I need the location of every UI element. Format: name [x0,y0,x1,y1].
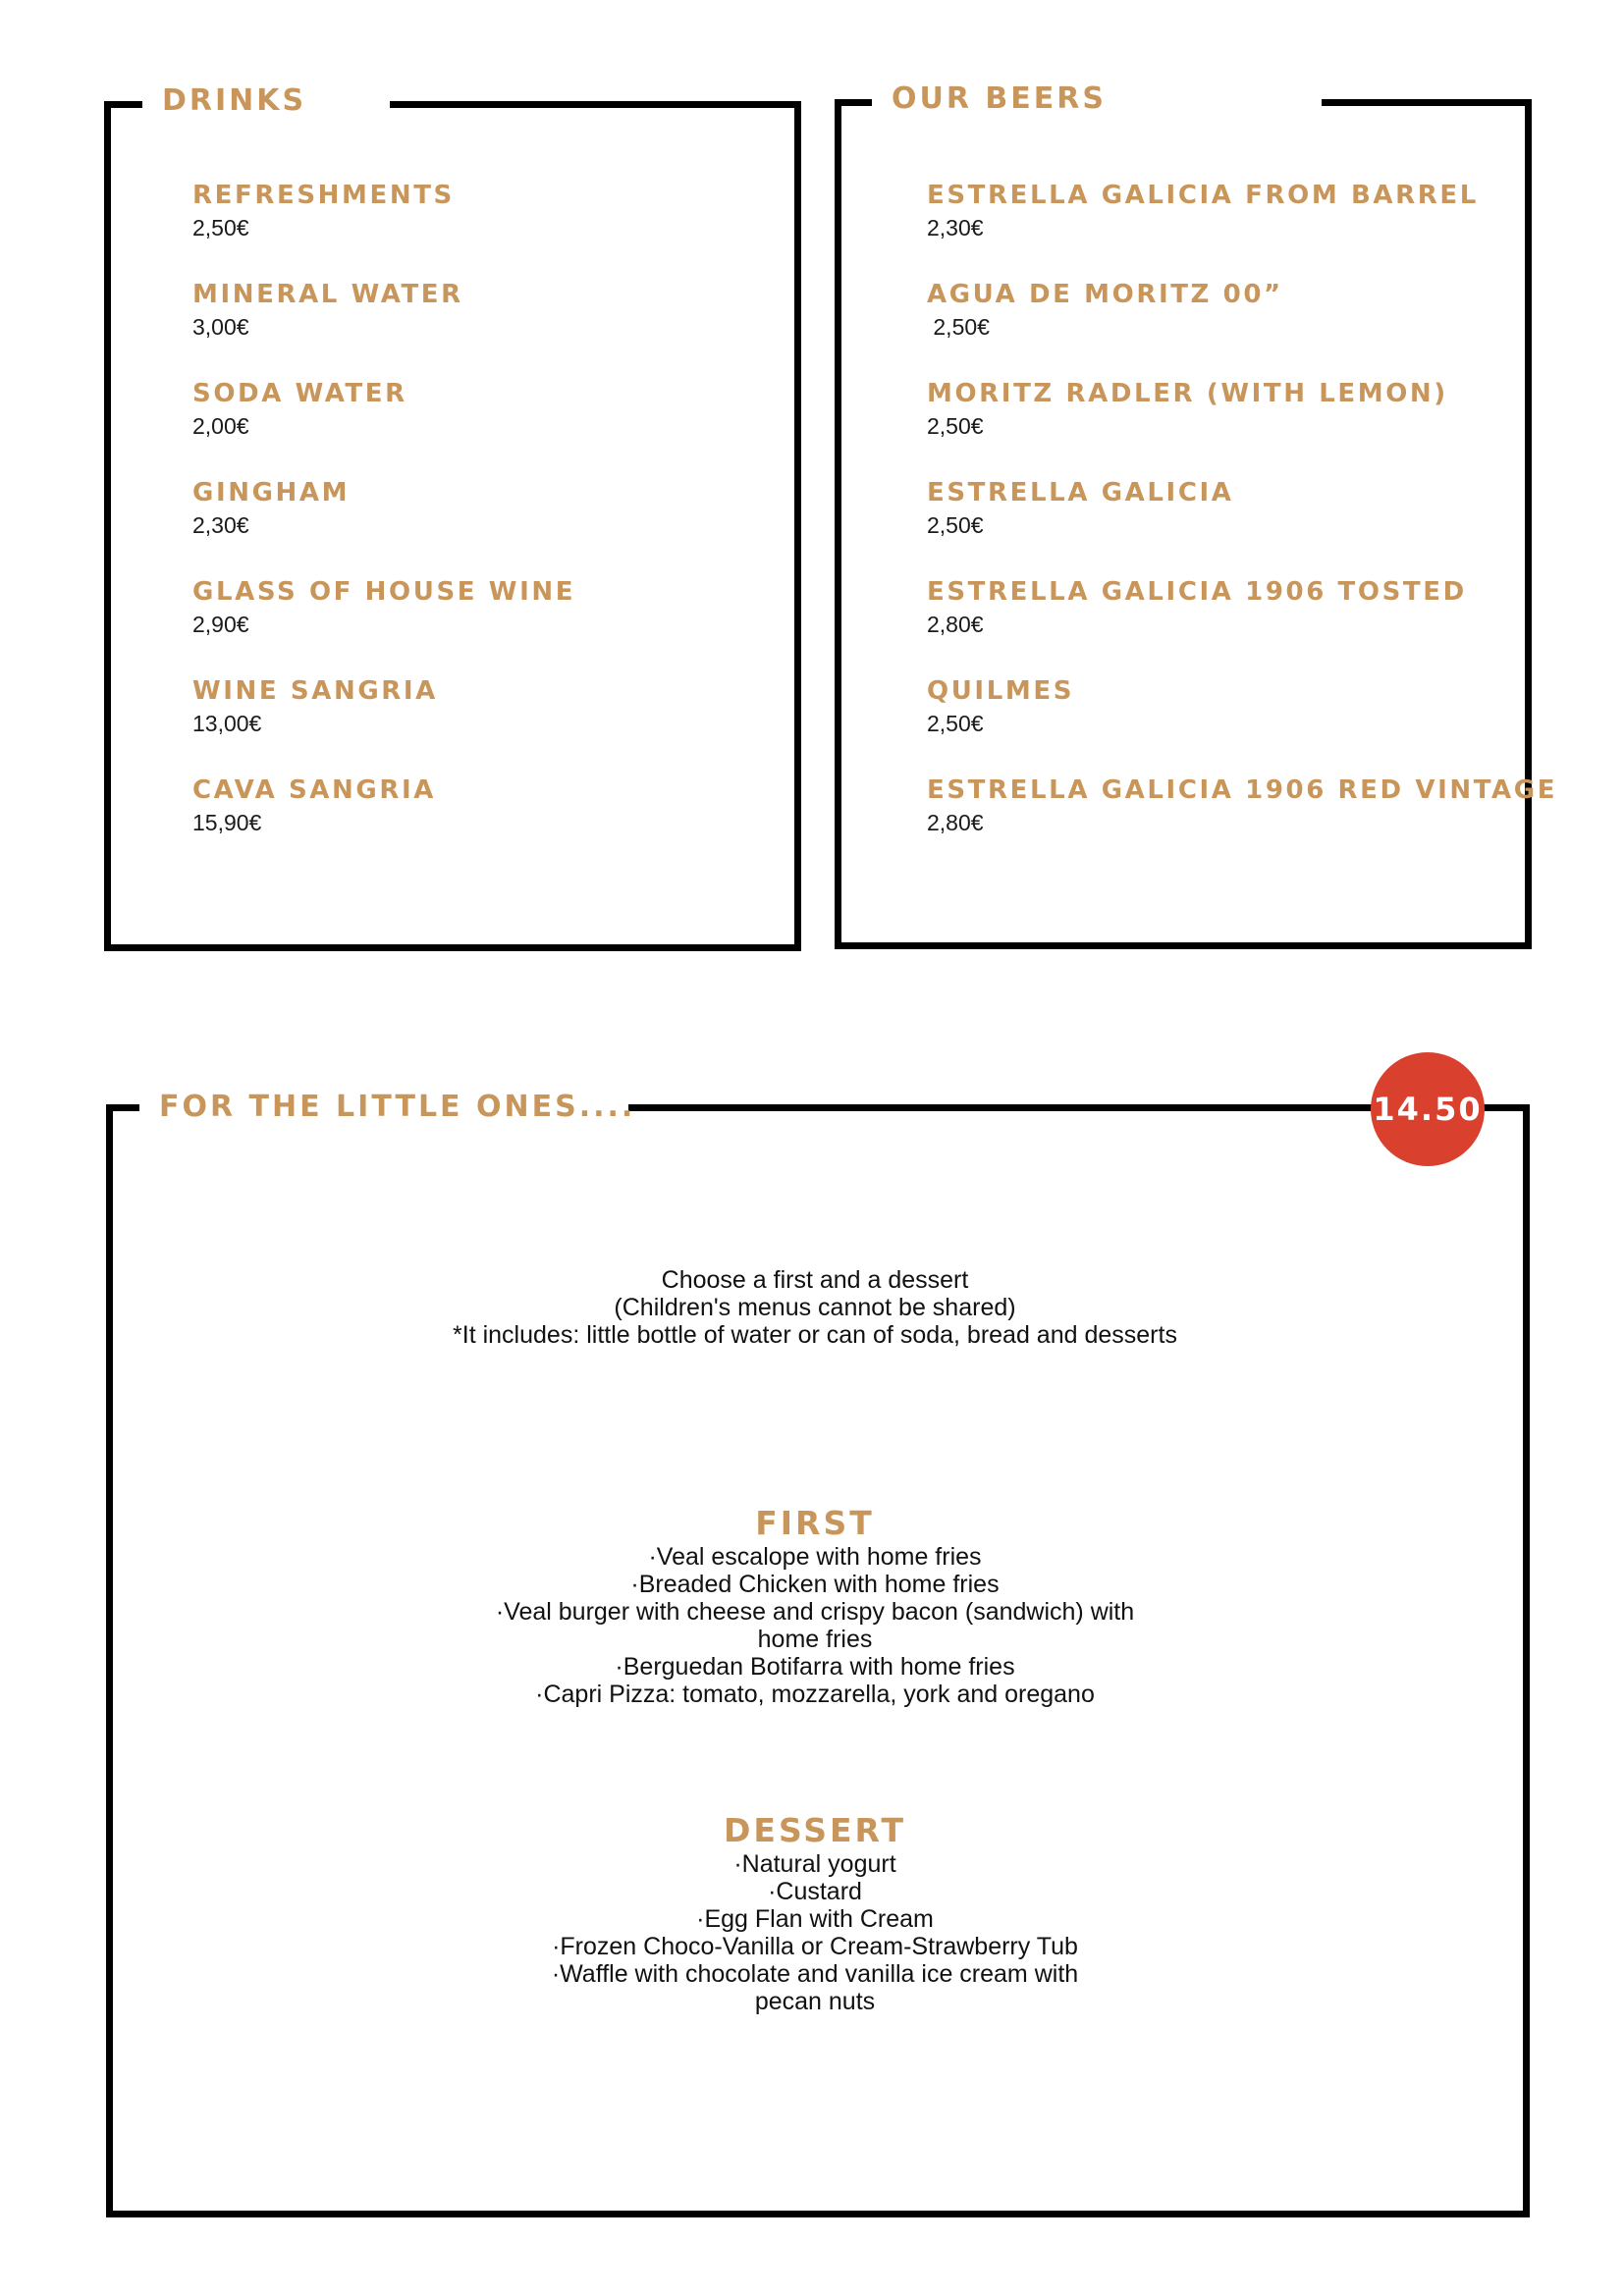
item-price: 13,00€ [192,711,262,736]
item-name: ESTRELLA GALICIA 1906 RED VINTAGE [927,775,1558,805]
menu-line: ·Breaded Chicken with home fries [630,1571,1000,1598]
first-course-section [324,1504,1306,1708]
item-price: 2,50€ [927,413,984,439]
item-name: QUILMES [927,676,1075,706]
item-price: 2,00€ [192,413,249,439]
list-item [192,477,350,541]
item-name: SODA WATER [192,379,407,408]
intro-line: Choose a first and a dessert [661,1266,969,1294]
item-price: 2,30€ [927,215,984,240]
item-name: CAVA SANGRIA [192,775,436,805]
list-item [927,675,1074,739]
price-badge: 14.50 [1371,1052,1485,1166]
item-price: 2,80€ [927,810,984,835]
drinks-title: DRINKS [142,81,390,121]
item-name: MINERAL WATER [192,280,463,309]
list-item [927,279,1283,343]
menu-line: ·Capri Pizza: tomato, mozzarella, york and oregano [535,1681,1095,1708]
item-price: 2,50€ [192,215,249,240]
item-name: GLASS OF HOUSE WINE [192,577,576,607]
list-item [192,675,438,739]
list-item [927,576,1467,640]
menu-line: ·Frozen Choco-Vanilla or Cream-Strawberry Tub [552,1933,1078,1960]
menu-line: ·Veal burger with cheese and crispy bacon (sandwich) with [495,1598,1135,1626]
intro-line: *It includes: little bottle of water or can of soda, bread and desserts [453,1321,1177,1349]
list-item [927,774,1557,838]
item-name: GINGHAM [192,478,351,507]
kids-menu-title: FOR THE LITTLE ONES.... [139,1088,628,1127]
intro-line: (Children's menus cannot be shared) [614,1294,1016,1321]
list-item [192,180,455,243]
item-name: ESTRELLA GALICIA [927,478,1234,507]
list-item [927,378,1448,442]
item-name: AGUA DE MORITZ 00” [927,280,1283,309]
menu-line: ·Egg Flan with Cream [696,1905,934,1933]
item-price: 2,80€ [927,612,984,637]
list-item [192,279,463,343]
item-name: ESTRELLA GALICIA 1906 TOSTED [927,577,1467,607]
beers-title: OUR BEERS [872,80,1322,119]
item-price: 2,90€ [192,612,249,637]
menu-line: ·Berguedan Botifarra with home fries [615,1653,1015,1681]
kids-menu-intro [324,1266,1306,1349]
menu-line: pecan nuts [754,1988,876,2015]
item-name: ESTRELLA GALICIA FROM BARREL [927,181,1479,210]
dessert-heading: DESSERT [724,1811,906,1849]
list-item [927,477,1234,541]
item-price: 15,90€ [192,810,262,835]
first-course-heading: FIRST [755,1504,875,1542]
item-price: 2,50€ [927,512,984,538]
item-price: 2,30€ [192,512,249,538]
list-item [192,378,407,442]
list-item [927,180,1479,243]
list-item [192,576,575,640]
dessert-section [324,1811,1306,2015]
item-price: 2,50€ [927,711,984,736]
item-name: MORITZ RADLER (WITH LEMON) [927,379,1448,408]
menu-line: ·Veal escalope with home fries [648,1543,982,1571]
item-name: WINE SANGRIA [192,676,438,706]
item-price: 3,00€ [192,314,249,340]
item-name: REFRESHMENTS [192,181,455,210]
list-item [192,774,436,838]
menu-line: home fries [757,1626,873,1653]
menu-line: ·Custard [768,1878,862,1905]
menu-line: ·Waffle with chocolate and vanilla ice cream with [551,1960,1079,1988]
menu-line: ·Natural yogurt [733,1850,896,1878]
item-price: 2,50€ [927,314,990,340]
